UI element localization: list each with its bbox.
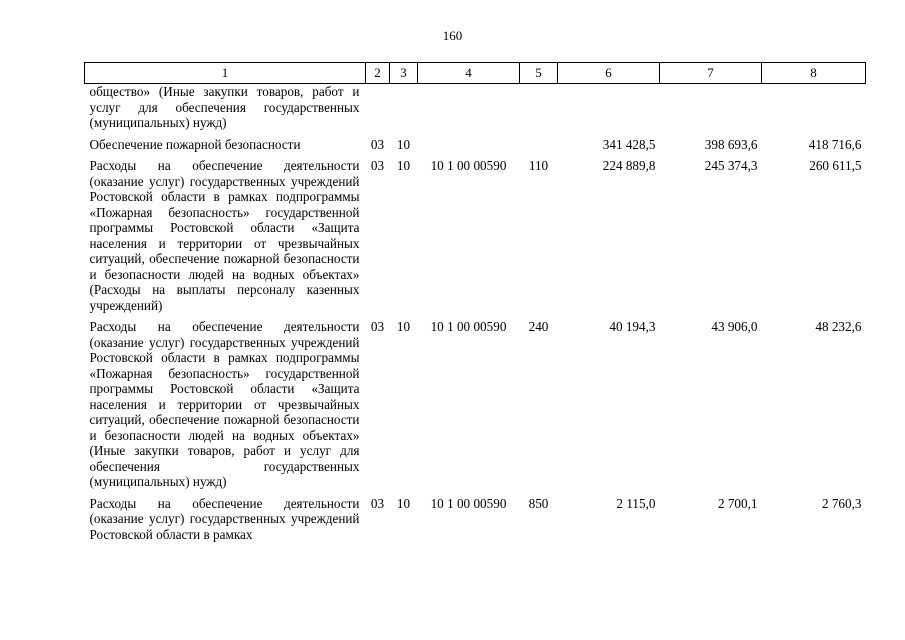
row-description: Расходы на обеспечение деятельности (оказание услуг) государственных учреждений Ростовской области в рамках подпрограммы «Пожарная безопасность» государственной программы Ростовской области «Защита населения и территории от чрезвычайных ситуаций, обеспечение пожарной безопасности и безопасности людей на водных объектах» (Расходы на выплаты персоналу казенных учреждений) (89, 158, 360, 313)
row-section: 03 (370, 136, 385, 152)
row-amount-col7: 398 693,6 (704, 136, 758, 152)
column-header-3: 3 (390, 63, 418, 84)
table-row (85, 490, 866, 543)
row-subsection: 10 (396, 319, 411, 334)
row-amount-col6: 341 428,5 (602, 136, 656, 152)
row-section: 03 (370, 158, 385, 173)
table-header (85, 63, 866, 84)
row-amount-col8: 48 232,6 (815, 319, 862, 334)
row-expense-type (520, 84, 558, 131)
row-amount-col7: 2 700,1 (717, 495, 758, 511)
header-row (85, 63, 866, 84)
row-amount-col6: 40 194,3 (609, 319, 656, 334)
row-description: Расходы на обеспечение деятельности (оказание услуг) государственных учреждений Ростовской области в рамках подпрограммы «Пожарная безопасность» государственной программы Ростовской области «Защита населения и территории от чрезвычайных ситуаций, обеспечение пожарной безопасности и безопасности людей на водных объектах» (Иные закупки товаров, работ и услуг для обеспечения государственных (муниципальных) нужд) (89, 319, 360, 489)
row-amount-col6: 224 889,8 (602, 158, 656, 173)
column-header-1: 1 (85, 63, 366, 84)
row-amount-col8: 418 716,6 (808, 136, 862, 152)
row-section: 03 (370, 495, 385, 511)
column-header-2: 2 (366, 63, 390, 84)
row-expense-type: 110 (528, 158, 549, 173)
table-row (85, 131, 866, 153)
row-target-article: 10 1 00 00590 (430, 495, 507, 511)
column-header-5: 5 (520, 63, 558, 84)
column-header-7: 7 (660, 63, 762, 84)
row-subsection: 10 (396, 158, 411, 173)
table-row (85, 152, 866, 313)
row-expense-type (520, 131, 558, 153)
row-amount-col6: 2 115,0 (616, 495, 656, 511)
row-expense-type: 240 (528, 319, 549, 334)
row-subsection: 10 (396, 136, 411, 152)
row-expense-type: 850 (528, 495, 549, 511)
column-header-6: 6 (558, 63, 660, 84)
row-amount-col8: 260 611,5 (809, 158, 862, 173)
row-target-article (418, 131, 520, 153)
table-row (85, 84, 866, 131)
row-section: 03 (370, 319, 385, 334)
row-amount-col6 (558, 84, 660, 131)
table-row (85, 313, 866, 490)
row-amount-col8 (762, 84, 866, 131)
row-target-article: 10 1 00 00590 (430, 319, 507, 334)
page-number: 160 (442, 28, 463, 43)
row-amount-col8: 2 760,3 (821, 495, 862, 511)
row-amount-col7: 245 374,3 (704, 158, 758, 173)
row-subsection: 10 (396, 495, 411, 511)
row-subsection (390, 84, 418, 131)
row-description: Расходы на обеспечение деятельности (оказание услуг) государственных учреждений Ростовской области в рамках (89, 495, 360, 542)
row-description: Обеспечение пожарной безопасности (89, 136, 301, 152)
column-header-8: 8 (762, 63, 866, 84)
row-description: общество» (Иные закупки товаров, работ и услуг для обеспечения государственных (муниципальных) нужд) (89, 84, 360, 130)
row-section (366, 84, 390, 131)
row-amount-col7: 43 906,0 (711, 319, 758, 334)
row-target-article: 10 1 00 00590 (430, 158, 507, 173)
budget-table (84, 62, 866, 542)
column-header-4: 4 (418, 63, 520, 84)
row-target-article (418, 84, 520, 131)
row-amount-col7 (660, 84, 762, 131)
